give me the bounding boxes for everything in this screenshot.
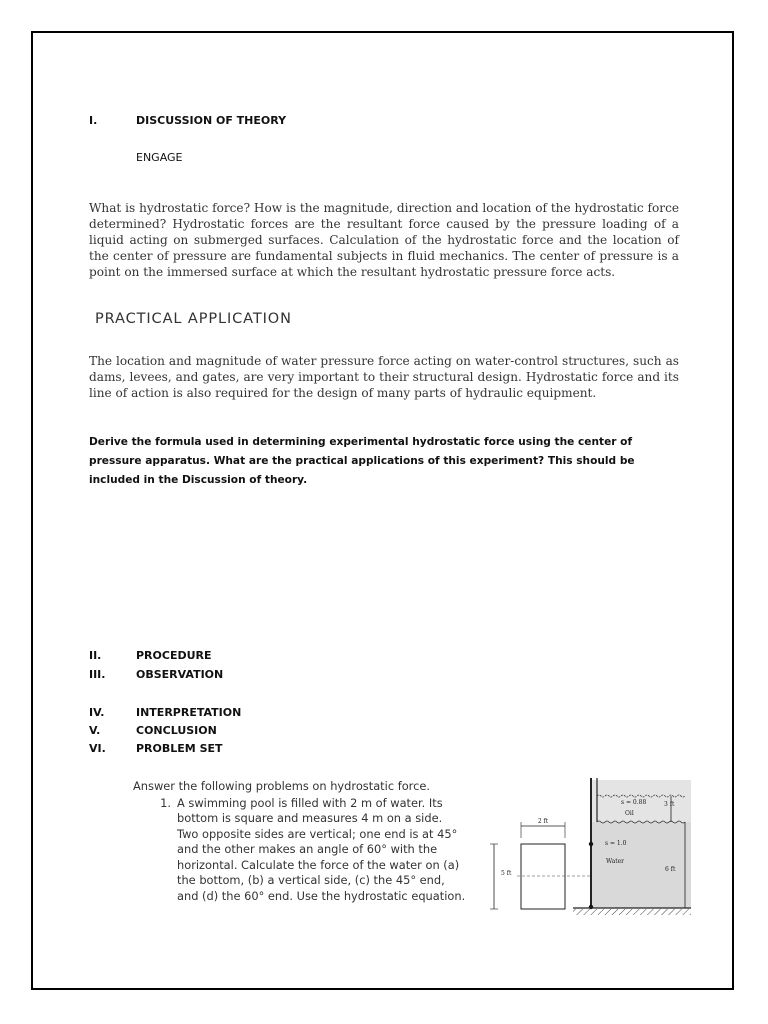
- water-sg-label: s = 1.0: [605, 840, 627, 847]
- problem-set: [133, 779, 473, 904]
- section-numeral: II.: [89, 649, 102, 662]
- section-title: OBSERVATION: [136, 668, 224, 681]
- oil-sg-label: s = 0.88: [621, 799, 647, 806]
- section-numeral: VI.: [89, 742, 106, 755]
- section-title: PROCEDURE: [136, 649, 212, 662]
- water-label: Water: [606, 858, 625, 865]
- engage-heading: ENGAGE: [136, 151, 183, 164]
- section-title: INTERPRETATION: [136, 706, 242, 719]
- section-numeral: I.: [89, 114, 98, 127]
- ground-hatch: [573, 909, 691, 915]
- oil-depth-label: 3 ft: [664, 801, 675, 808]
- section-numeral: IV.: [89, 706, 105, 719]
- theory-paragraph: What is hydrostatic force? How is the magnitude, direction and location of the hydrostatic force determined? Hydrostatic forces are the resultant force caused by the pressure loading of a liquid acting on submerged surfaces. Calculation of the hydrostatic force and the location of the center of pressure are fundamental subjects in fluid mechanics. The center of pressure is a point on the immersed surface at which the resultant hydrostatic pressure force acts.: [89, 201, 679, 279]
- problem-text: A swimming pool is filled with 2 m of water. Its bottom is square and measures 4 m on a side. Two opposite sides are vertical; one end is at 45° and the other makes an angle of 60° with the horizontal. Calculate the force of the water on (a) the bottom, (b) a vertical side, (c) the 45° end, and (d) the 60° end. Use the hydrostatic equation.: [177, 795, 466, 903]
- section-numeral: III.: [89, 668, 106, 681]
- section-title: PROBLEM SET: [136, 742, 223, 755]
- problem-intro: Answer the following problems on hydrostatic force.: [133, 779, 431, 793]
- water-depth-label: 6 ft: [665, 866, 676, 873]
- practical-heading: PRACTICAL APPLICATION: [95, 311, 292, 327]
- problem-item: [133, 796, 473, 905]
- practical-paragraph: The location and magnitude of water pressure force acting on water-control structures, such as dams, levees, and gates, are very important to their structural design. Hydrostatic force and its line of action is also required for the design of many parts of hydraulic equipment.: [89, 354, 679, 400]
- section-title: DISCUSSION OF THEORY: [136, 114, 287, 127]
- width-label: 2 ft: [537, 818, 549, 825]
- instruction-paragraph: Derive the formula used in determining experimental hydrostatic force using the center of pressure apparatus. What are the practical applications of this experiment? This should be included in the Discussion of theory.: [89, 436, 635, 486]
- height-label: 5 ft: [501, 870, 512, 877]
- section-title: CONCLUSION: [136, 724, 217, 737]
- gate-rectangle: [521, 844, 565, 909]
- problem-number: 1.: [160, 795, 171, 810]
- section-numeral: V.: [89, 724, 101, 737]
- hydrostatic-figure: [487, 778, 695, 918]
- oil-label: Oil: [625, 810, 634, 817]
- hinge-top: [589, 842, 593, 846]
